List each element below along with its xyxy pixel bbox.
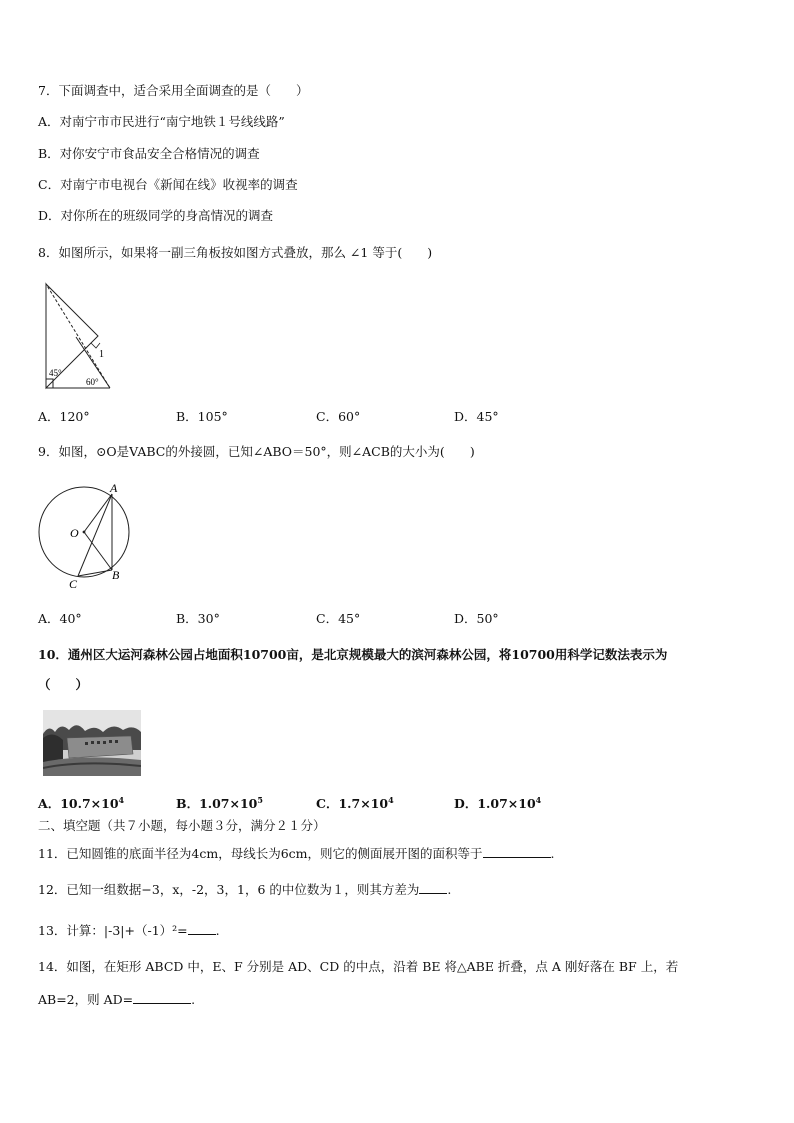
q13-line: 13．计算：|-3|+（-1）²= . [38,923,220,938]
q7-option-b: B．对你安宁市食品安全合格情况的调查 [38,146,260,161]
q9-option-d: D．50° [454,611,499,626]
q12-line: 12．已知一组数据−3，x，-2，3，1，6 的中位数为１，则其方差为 . [38,882,452,897]
q8-option-a: A．120° [38,409,90,424]
q14-line2: AB=2，则 AD= . [38,992,196,1007]
q8-stem: 8．如图所示，如果将一副三角板按如图方式叠放，那么 ∠1 等于( ) [38,245,433,260]
q14-line1: 14．如图，在矩形 ABCD 中，E、F 分别是 AD、CD 的中点，沿着 BE 将△ABE 折叠，点 A 刚好落在 BF 上，若 [38,959,679,974]
q8-label-60: 60° [86,377,99,387]
q10-stem-line2: （ ） [38,677,89,692]
q8-triangle-figure [40,282,118,394]
q9-option-a: A．40° [38,611,82,626]
q8-label-1: 1 [99,349,104,360]
q9-label-c: C [69,577,78,590]
q8-option-b: B．105° [176,409,228,424]
q11-answer-blank[interactable] [483,845,551,858]
q8-option-d: D．45° [454,409,499,424]
q9-option-b: B．30° [176,611,220,626]
q13-answer-blank[interactable] [188,922,216,935]
q10-park-photo [43,710,141,776]
q10-option-c: C．$1.7\times 10^4$ [316,795,394,812]
q8-option-c: C．60° [316,409,361,424]
q8-label-45: 45° [49,368,62,378]
q11-text: 11．已知圆锥的底面半径为4cm，母线长为6cm，则它的侧面展开图的面积等于 [38,846,483,861]
q7-option-d: D．对你所在的班级同学的身高情况的调查 [38,208,274,223]
q9-label-o: O [70,526,79,540]
q7-option-a: A．对南宁市市民进行“南宁地铁１号线线路” [38,114,285,129]
q9-label-b: B [112,568,120,582]
q10-option-d: D．$1.07\times 10^4$ [454,795,542,812]
q9-label-a: A [110,481,118,495]
section2-heading: 二、填空题（共７小题，每小题３分，满分２１分） [38,818,326,833]
q11-line: 11．已知圆锥的底面半径为4cm，母线长为6cm，则它的侧面展开图的面积等于 . [38,846,555,861]
q9-stem: 9．如图，⊙O是VABC的外接圆，已知∠ABO＝50°，则∠ACB的大小为( ) [38,444,475,459]
q7-stem: 7．下面调查中，适合采用全面调查的是（ ） [38,83,309,98]
q7-option-c: C．对南宁市电视台《新闻在线》收视率的调查 [38,177,298,192]
q13-text: 13．计算：|-3|+（-1）²= [38,923,188,938]
q10-option-b: B．$1.07\times 10^5$ [176,795,263,812]
q12-answer-blank[interactable] [419,881,447,894]
q9-circle-figure [36,480,136,590]
q9-option-c: C．45° [316,611,361,626]
q12-text: 12．已知一组数据−3，x，-2，3，1，6 的中位数为１，则其方差为 [38,882,420,897]
q14-text: AB=2，则 AD= [38,992,134,1007]
q10-option-a: A．$10.7\times 10^4$ [38,795,125,812]
q14-answer-blank[interactable] [133,991,191,1004]
q10-stem-line1: 10．通州区大运河森林公园占地面积10700亩，是北京规模最大的滨河森林公园，将10700用科学记数法表示为 [38,647,668,662]
